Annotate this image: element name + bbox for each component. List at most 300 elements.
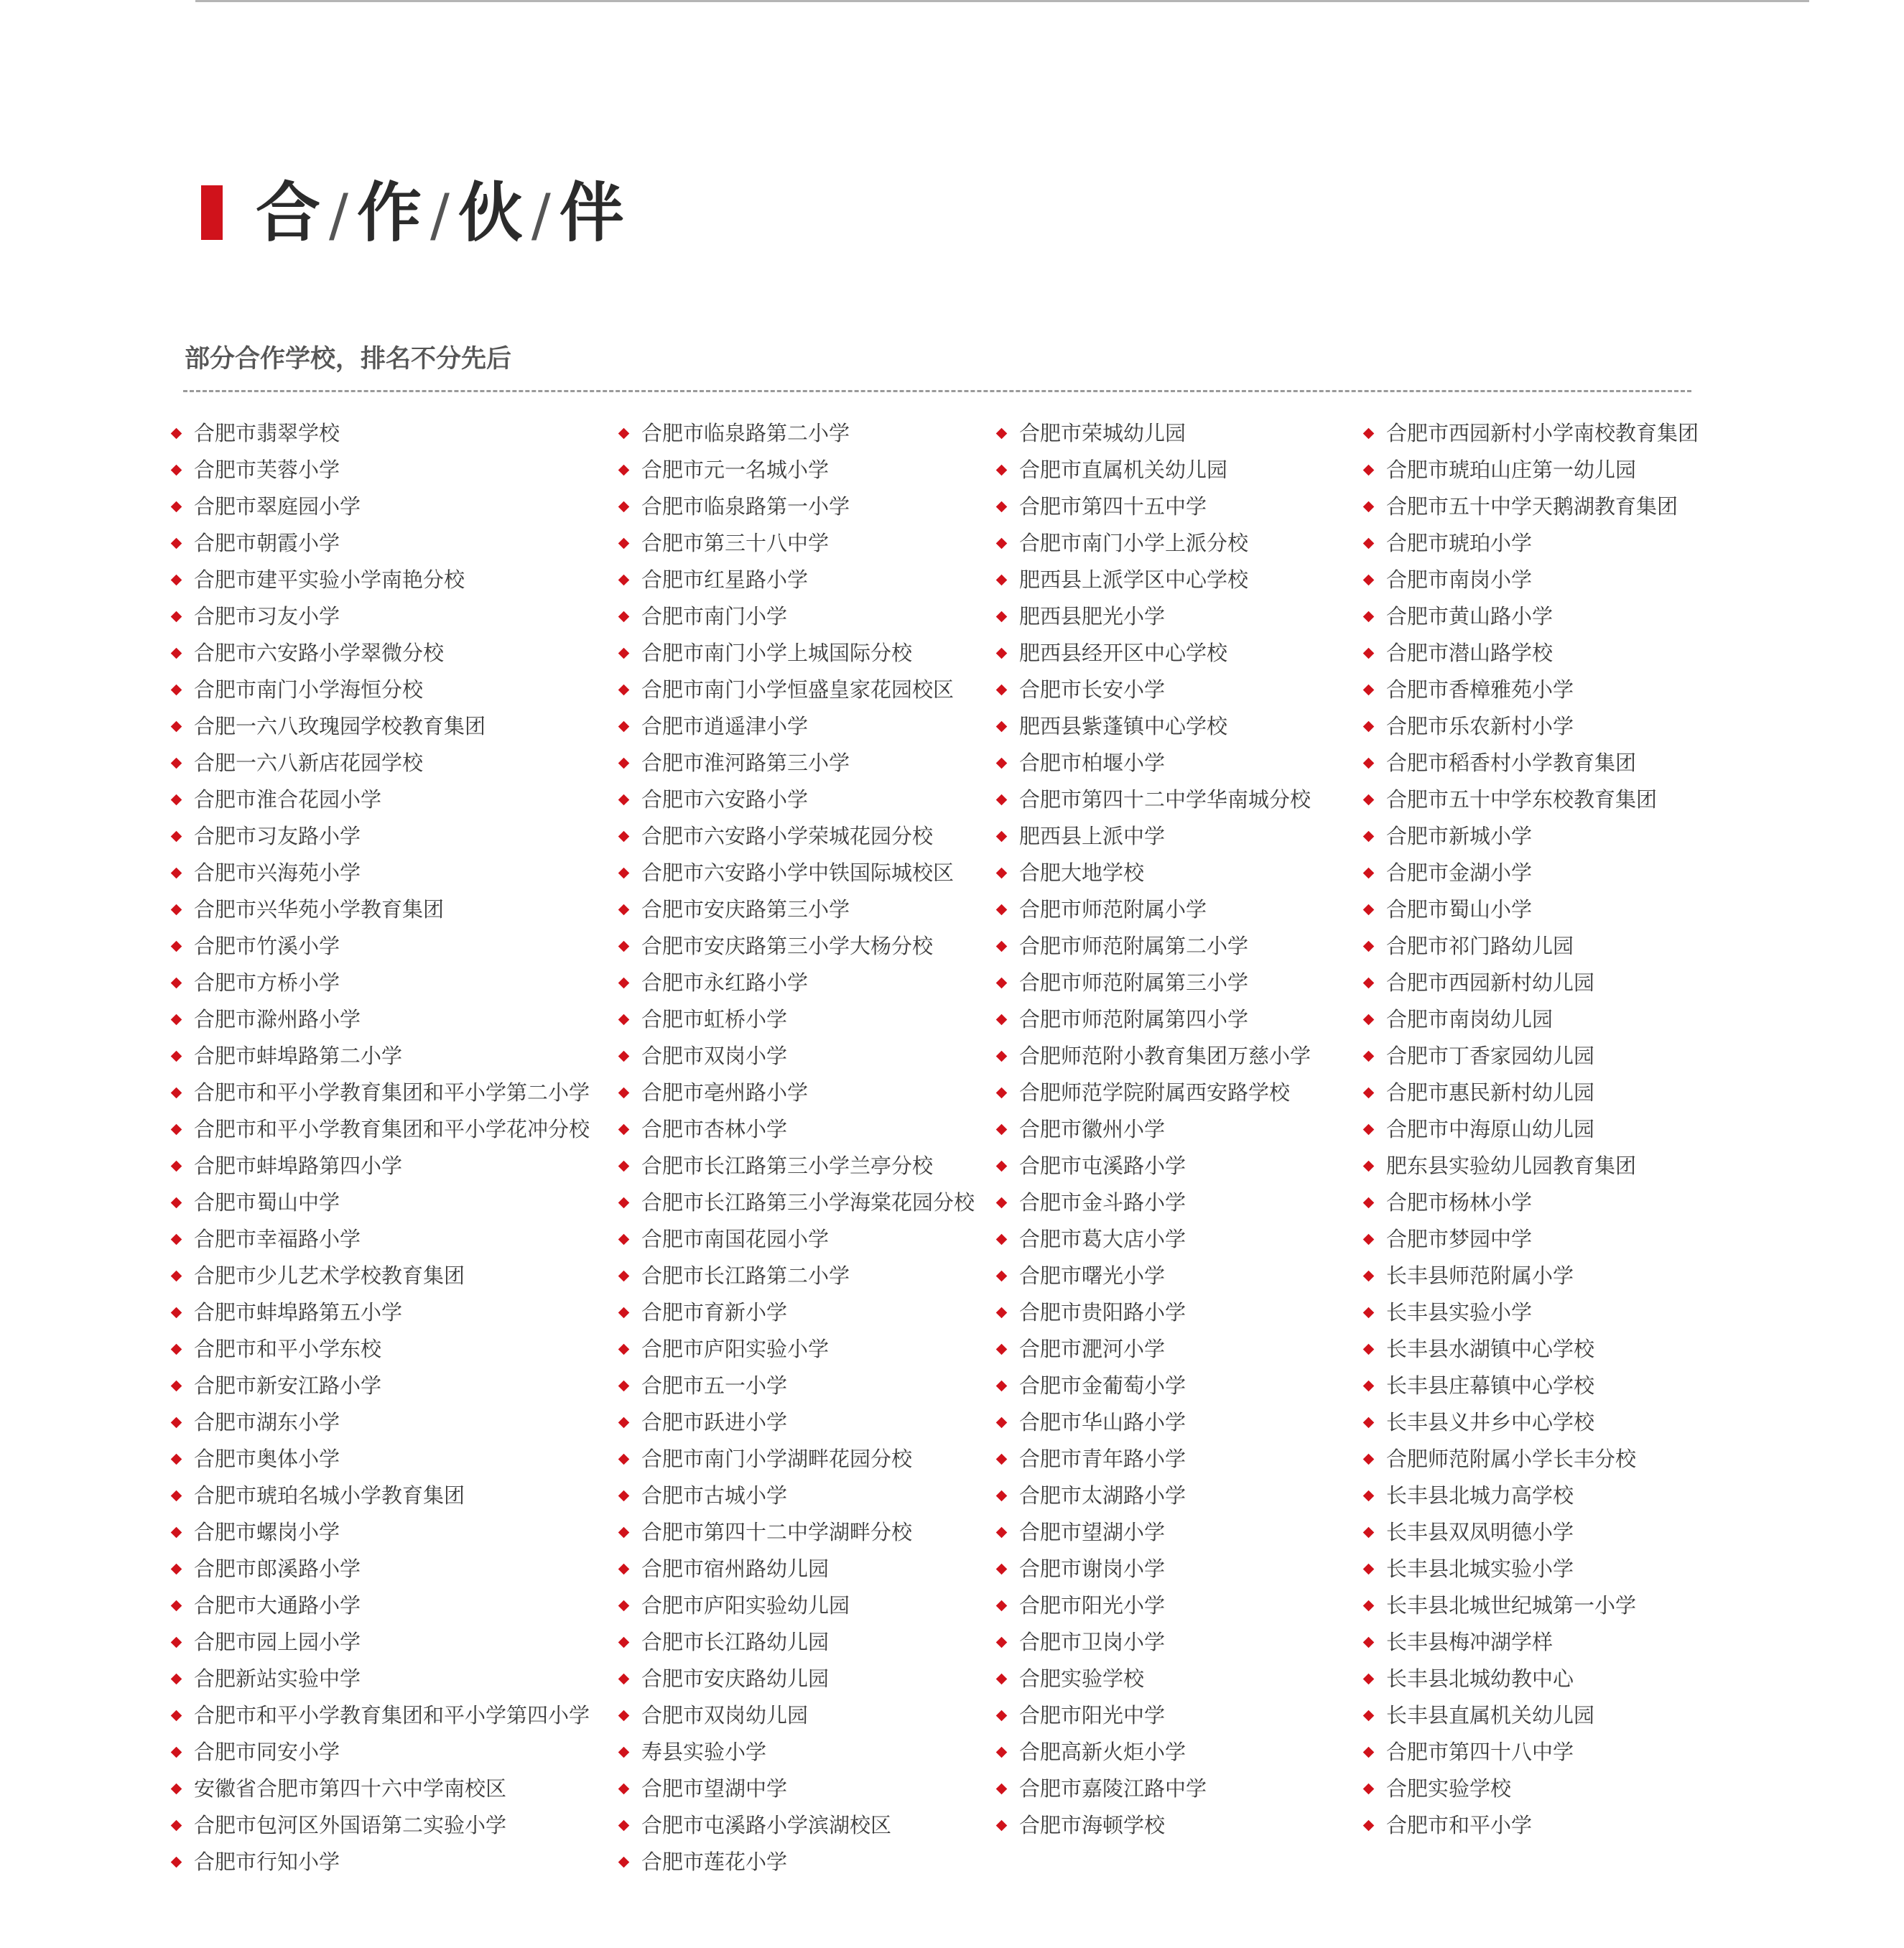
partner-school-name: 合肥市六安路小学 [641,787,809,812]
diamond-bullet-icon [1363,1381,1375,1392]
partner-school-name: 合肥市祁门路幼儿园 [1386,934,1574,958]
diamond-bullet-icon [171,1381,182,1392]
partner-school-item [617,1514,975,1551]
title-accent-bar [201,185,223,240]
diamond-bullet-icon [171,575,182,586]
diamond-bullet-icon [171,1051,182,1062]
partner-school-name: 合肥市宿州路幼儿园 [641,1557,830,1581]
partner-school-item [169,415,590,452]
partner-school-name: 合肥市郎溪路小学 [194,1557,361,1581]
partner-school-item [169,1514,590,1551]
diamond-bullet-icon [996,1271,1008,1282]
partner-school-name: 合肥市逍遥津小学 [641,714,809,738]
diamond-bullet-icon [171,1087,182,1099]
partner-school-name: 合肥市方桥小学 [194,970,340,995]
partner-school-item [617,1661,975,1697]
partner-school-name: 合肥市第四十五中学 [1019,494,1207,519]
partner-school-name: 合肥市蜀山小学 [1386,897,1533,922]
partner-school-item [995,781,1311,818]
partner-school-item [995,1038,1311,1075]
partner-school-item [1362,855,1699,891]
partner-school-item [617,488,975,525]
diamond-bullet-icon [1363,1490,1375,1502]
diamond-bullet-icon [171,428,182,440]
partner-school-item [617,1478,975,1514]
partner-school-name: 合肥市翡翠学校 [194,421,340,445]
partner-school-name: 合肥市安庆路幼儿园 [641,1666,830,1691]
partner-school-name: 合肥市新安江路小学 [194,1373,382,1398]
diamond-bullet-icon [171,685,182,696]
diamond-bullet-icon [996,831,1008,843]
partner-school-item [1362,1441,1699,1478]
partner-school-item [617,855,975,891]
diamond-bullet-icon [996,1747,1008,1758]
partner-school-name: 合肥市卫岗小学 [1019,1630,1166,1654]
diamond-bullet-icon [996,941,1008,952]
diamond-bullet-icon [1363,1747,1375,1758]
diamond-bullet-icon [996,868,1008,879]
diamond-bullet-icon [1363,575,1375,586]
partner-school-item [617,1771,975,1807]
partner-school-item [169,598,590,635]
diamond-bullet-icon [1363,1564,1375,1575]
diamond-bullet-icon [1363,904,1375,916]
partner-school-name: 合肥市阳光中学 [1019,1703,1166,1727]
partner-list-column-3 [995,415,1311,1844]
diamond-bullet-icon [618,831,630,843]
partner-school-item [1362,415,1699,452]
partner-school-name: 长丰县师范附属小学 [1386,1263,1574,1288]
diamond-bullet-icon [996,794,1008,806]
partner-school-item [169,452,590,488]
partner-school-item [1362,1807,1699,1844]
diamond-bullet-icon [996,428,1008,440]
diamond-bullet-icon [618,978,630,989]
partner-school-item [617,562,975,598]
partner-school-name: 合肥市琥珀山庄第一幼儿园 [1386,458,1637,482]
partner-school-name: 合肥市杨林小学 [1386,1190,1533,1215]
partner-school-name: 合肥师范学院附属西安路学校 [1019,1080,1291,1105]
partner-school-item [995,1184,1311,1221]
partner-school-item [617,965,975,1001]
partner-school-name: 合肥一六八玫瑰园学校教育集团 [194,714,486,738]
partner-school-name: 合肥市西园新村小学南校教育集团 [1386,421,1699,445]
diamond-bullet-icon [618,1710,630,1722]
diamond-bullet-icon [1363,538,1375,549]
diamond-bullet-icon [171,1234,182,1246]
diamond-bullet-icon [1363,978,1375,989]
partner-school-item [169,1001,590,1038]
partner-school-item [1362,1697,1699,1734]
partner-school-item [1362,1734,1699,1771]
partner-school-name: 合肥市师范附属小学 [1019,897,1207,922]
partner-school-item [617,415,975,452]
partner-school-name: 合肥实验学校 [1019,1666,1145,1691]
partner-school-item [169,488,590,525]
partner-school-item [995,1368,1311,1404]
partner-school-name: 合肥市谢岗小学 [1019,1557,1166,1581]
diamond-bullet-icon [996,758,1008,769]
partner-school-item [995,1148,1311,1184]
partner-school-item [1362,891,1699,928]
diamond-bullet-icon [618,794,630,806]
diamond-bullet-icon [1363,831,1375,843]
diamond-bullet-icon [996,1051,1008,1062]
diamond-bullet-icon [171,1637,182,1648]
partner-school-name: 合肥市太湖路小学 [1019,1483,1186,1508]
partner-school-item [617,452,975,488]
partner-school-name: 长丰县实验小学 [1386,1300,1533,1325]
partner-school-name: 合肥市庐阳实验幼儿园 [641,1593,850,1618]
diamond-bullet-icon [996,1564,1008,1575]
partner-school-name: 合肥市琥珀小学 [1386,531,1533,555]
partner-school-item [1362,1148,1699,1184]
diamond-bullet-icon [171,904,182,916]
partner-school-name: 合肥市梦园中学 [1386,1227,1533,1251]
partner-school-item [169,1221,590,1258]
partner-school-item [617,928,975,965]
partner-school-item [995,1514,1311,1551]
partner-school-item [617,1404,975,1441]
diamond-bullet-icon [171,758,182,769]
diamond-bullet-icon [1363,611,1375,623]
diamond-bullet-icon [618,1161,630,1172]
partner-school-item [169,1258,590,1294]
partner-school-item [1362,1771,1699,1807]
partner-school-item [995,1771,1311,1807]
partner-school-item [617,1441,975,1478]
page-subtitle: 部分合作学校，排名不分先后 [185,345,512,374]
partner-school-item [1362,1587,1699,1624]
diamond-bullet-icon [171,721,182,733]
partner-school-name: 合肥市包河区外国语第二实验小学 [194,1813,507,1837]
diamond-bullet-icon [171,1454,182,1465]
partner-school-name: 合肥市红星路小学 [641,567,809,592]
partner-school-item [995,818,1311,855]
partner-school-item [995,1478,1311,1514]
partner-school-item [169,818,590,855]
partner-school-item [995,1807,1311,1844]
diamond-bullet-icon [1363,1417,1375,1429]
partner-school-name: 合肥市葛大店小学 [1019,1227,1186,1251]
partner-school-item [169,1624,590,1661]
diamond-bullet-icon [618,1124,630,1136]
partner-school-name: 长丰县梅冲湖学样 [1386,1630,1554,1654]
partner-school-name: 合肥市庐阳实验小学 [641,1337,830,1361]
partner-school-item [995,598,1311,635]
diamond-bullet-icon [618,1197,630,1209]
diamond-bullet-icon [996,1197,1008,1209]
partner-school-item [995,1734,1311,1771]
partner-school-name: 合肥市古城小学 [641,1483,788,1508]
partner-school-name: 合肥市荣城幼儿园 [1019,421,1186,445]
diamond-bullet-icon [996,1454,1008,1465]
partner-school-name: 合肥市阳光小学 [1019,1593,1166,1618]
partner-school-item [995,1221,1311,1258]
partner-school-item [617,1697,975,1734]
partner-list-column-1 [169,415,590,1880]
partner-school-name: 合肥市南门小学上派分校 [1019,531,1249,555]
partner-school-item [1362,1661,1699,1697]
partner-school-item [1362,598,1699,635]
partner-school-name: 合肥市蜀山中学 [194,1190,340,1215]
partner-school-name: 合肥市五一小学 [641,1373,788,1398]
diamond-bullet-icon [1363,1051,1375,1062]
diamond-bullet-icon [618,1527,630,1539]
diamond-bullet-icon [171,1490,182,1502]
partner-school-name: 合肥市五十中学东校教育集团 [1386,787,1658,812]
partner-school-item [169,1661,590,1697]
diamond-bullet-icon [618,1344,630,1355]
partner-school-name: 合肥市双岗小学 [641,1044,788,1068]
partner-school-item [617,1184,975,1221]
diamond-bullet-icon [1363,758,1375,769]
partner-school-item [617,891,975,928]
partner-school-item [169,1844,590,1880]
partner-school-name: 合肥市兴华苑小学教育集团 [194,897,445,922]
partner-school-name: 合肥市蚌埠路第五小学 [194,1300,403,1325]
diamond-bullet-icon [171,1564,182,1575]
diamond-bullet-icon [618,1747,630,1758]
diamond-bullet-icon [618,721,630,733]
partner-school-item [169,1331,590,1368]
partner-school-item [169,635,590,672]
partner-school-item [617,818,975,855]
partner-school-name: 合肥市滁州路小学 [194,1007,361,1031]
partner-school-name: 合肥市虹桥小学 [641,1007,788,1031]
diamond-bullet-icon [618,1014,630,1026]
diamond-bullet-icon [1363,1820,1375,1832]
diamond-bullet-icon [171,1527,182,1539]
partner-school-name: 合肥市蚌埠路第二小学 [194,1044,403,1068]
partner-school-name: 合肥市乐农新村小学 [1386,714,1574,738]
diamond-bullet-icon [171,868,182,879]
partner-school-name: 合肥市徽州小学 [1019,1117,1166,1141]
partner-school-item [1362,965,1699,1001]
partner-school-item [995,488,1311,525]
diamond-bullet-icon [1363,1784,1375,1795]
partner-school-item [995,562,1311,598]
partner-school-name: 合肥市习友小学 [194,604,340,629]
partner-school-name: 合肥市永红路小学 [641,970,809,995]
diamond-bullet-icon [618,611,630,623]
partner-school-name: 合肥市竹溪小学 [194,934,340,958]
partner-school-name: 合肥市西园新村幼儿园 [1386,970,1595,995]
partner-school-name: 合肥市湖东小学 [194,1410,340,1434]
partner-school-name: 合肥市长安小学 [1019,677,1166,702]
partner-school-item [617,1551,975,1587]
partner-school-item [1362,1001,1699,1038]
partner-school-name: 合肥市新城小学 [1386,824,1533,848]
partner-school-name: 长丰县庄幕镇中心学校 [1386,1373,1595,1398]
diamond-bullet-icon [1363,1124,1375,1136]
partner-school-name: 合肥市南门小学湖畔花园分校 [641,1447,913,1471]
partner-school-name: 合肥市曙光小学 [1019,1263,1166,1288]
partner-school-name: 肥西县上派学区中心学校 [1019,567,1249,592]
partner-school-name: 合肥市师范附属第四小学 [1019,1007,1249,1031]
diamond-bullet-icon [1363,1307,1375,1319]
partner-school-name: 合肥市琥珀名城小学教育集团 [194,1483,465,1508]
diamond-bullet-icon [996,1014,1008,1026]
partner-school-item [169,1368,590,1404]
diamond-bullet-icon [171,978,182,989]
diamond-bullet-icon [171,1600,182,1612]
partner-school-item [169,1734,590,1771]
partner-school-item [169,1294,590,1331]
partner-school-name: 合肥市望湖小学 [1019,1520,1166,1544]
partner-school-name: 合肥市师范附属第二小学 [1019,934,1249,958]
page-title [256,174,627,255]
partner-school-item [995,415,1311,452]
diamond-bullet-icon [618,941,630,952]
partner-school-item [169,891,590,928]
diamond-bullet-icon [996,538,1008,549]
partner-school-item [169,745,590,781]
partner-school-item [169,1551,590,1587]
diamond-bullet-icon [1363,1637,1375,1648]
partner-school-item [169,1478,590,1514]
partner-school-name: 合肥市中海原山幼儿园 [1386,1117,1595,1141]
partner-list-column-4 [1362,415,1699,1844]
diamond-bullet-icon [996,978,1008,989]
partner-school-item [617,1294,975,1331]
diamond-bullet-icon [171,941,182,952]
partner-school-item [617,1001,975,1038]
diamond-bullet-icon [618,465,630,476]
diamond-bullet-icon [996,1674,1008,1685]
partner-school-item [169,1441,590,1478]
diamond-bullet-icon [618,1271,630,1282]
partner-school-item [617,1111,975,1148]
partner-school-name: 合肥市南国花园小学 [641,1227,830,1251]
diamond-bullet-icon [171,1344,182,1355]
partner-school-name: 合肥师范附属小学长丰分校 [1386,1447,1637,1471]
partner-school-name: 合肥市香樟雅苑小学 [1386,677,1574,702]
diamond-bullet-icon [171,501,182,513]
partner-school-name: 合肥市金湖小学 [1386,861,1533,885]
partner-school-name: 合肥市屯溪路小学滨湖校区 [641,1813,892,1837]
partner-school-item [995,1294,1311,1331]
partner-school-item [995,672,1311,708]
partner-school-name: 合肥市和平小学东校 [194,1337,382,1361]
diamond-bullet-icon [171,1307,182,1319]
diamond-bullet-icon [618,1637,630,1648]
partner-school-name: 合肥市海顿学校 [1019,1813,1166,1837]
partner-school-item [169,1075,590,1111]
diamond-bullet-icon [996,575,1008,586]
partner-school-name: 合肥大地学校 [1019,861,1145,885]
diamond-bullet-icon [618,1051,630,1062]
diamond-bullet-icon [996,1527,1008,1539]
partner-school-name: 合肥市长江路第二小学 [641,1263,850,1288]
partner-school-name: 合肥市师范附属第三小学 [1019,970,1249,995]
partner-school-item [1362,708,1699,745]
diamond-bullet-icon [171,1857,182,1868]
partner-school-item [169,855,590,891]
diamond-bullet-icon [618,1820,630,1832]
partner-school-name: 合肥市第三十八中学 [641,531,830,555]
partner-school-name: 合肥市南门小学海恒分校 [194,677,424,702]
partner-school-item [169,928,590,965]
partner-school-item [617,1368,975,1404]
partner-school-name: 合肥市亳州路小学 [641,1080,809,1105]
diamond-bullet-icon [171,1674,182,1685]
partner-school-name: 合肥市和平小学教育集团和平小学花冲分校 [194,1117,590,1141]
diamond-bullet-icon [996,1161,1008,1172]
diamond-bullet-icon [171,794,182,806]
partner-school-item [617,635,975,672]
partner-school-name: 合肥市潜山路学校 [1386,641,1554,665]
partner-school-name: 合肥市安庆路第三小学 [641,897,850,922]
diamond-bullet-icon [171,1014,182,1026]
diamond-bullet-icon [996,1417,1008,1429]
partner-school-item [169,525,590,562]
partner-school-name: 合肥实验学校 [1386,1776,1512,1801]
partner-school-item [995,452,1311,488]
partner-school-name: 长丰县北城世纪城第一小学 [1386,1593,1637,1618]
diamond-bullet-icon [1363,721,1375,733]
diamond-bullet-icon [1363,465,1375,476]
diamond-bullet-icon [1363,1234,1375,1246]
diamond-bullet-icon [1363,1161,1375,1172]
partner-school-name: 合肥市临泉路第一小学 [641,494,850,519]
partner-school-name: 合肥市杏林小学 [641,1117,788,1141]
partner-school-name: 合肥市金葡萄小学 [1019,1373,1186,1398]
partner-school-item [169,562,590,598]
partner-school-name: 合肥市第四十八中学 [1386,1740,1574,1764]
partner-school-item [617,1258,975,1294]
partner-school-item [169,708,590,745]
diamond-bullet-icon [1363,648,1375,659]
partner-school-item [995,1001,1311,1038]
partner-school-item [617,708,975,745]
partner-school-name: 合肥市南门小学 [641,604,788,629]
partner-school-name: 合肥市第四十二中学湖畔分校 [641,1520,913,1544]
diamond-bullet-icon [1363,1600,1375,1612]
diamond-bullet-icon [171,1124,182,1136]
partner-school-item [995,928,1311,965]
partner-school-name: 合肥市南岗小学 [1386,567,1533,592]
partner-school-name: 长丰县北城力高学校 [1386,1483,1574,1508]
partner-school-name: 合肥市兴海苑小学 [194,861,361,885]
partner-school-item [1362,1294,1699,1331]
partner-school-name: 合肥市元一名城小学 [641,458,830,482]
partner-school-item [1362,1514,1699,1551]
partner-school-name: 合肥市柏堰小学 [1019,751,1166,775]
diamond-bullet-icon [1363,1344,1375,1355]
partner-school-name: 合肥师范附小教育集团万慈小学 [1019,1044,1311,1068]
diamond-bullet-icon [618,904,630,916]
partner-school-name: 合肥市双岗幼儿园 [641,1703,809,1727]
partner-school-item [1362,562,1699,598]
partner-school-name: 合肥市临泉路第二小学 [641,421,850,445]
diamond-bullet-icon [618,1454,630,1465]
partner-school-item [617,1038,975,1075]
diamond-bullet-icon [1363,1710,1375,1722]
diamond-bullet-icon [1363,1087,1375,1099]
diamond-bullet-icon [171,1710,182,1722]
partner-school-item [617,1807,975,1844]
diamond-bullet-icon [1363,1454,1375,1465]
top-rule [195,0,1809,2]
partner-school-name: 肥东县实验幼儿园教育集团 [1386,1154,1637,1178]
partner-school-item [995,525,1311,562]
partner-school-name: 合肥市六安路小学翠微分校 [194,641,445,665]
partner-school-item [995,1404,1311,1441]
partner-school-name: 合肥高新火炬小学 [1019,1740,1186,1764]
partner-school-item [169,1148,590,1184]
partner-school-name: 合肥市青年路小学 [1019,1447,1186,1471]
